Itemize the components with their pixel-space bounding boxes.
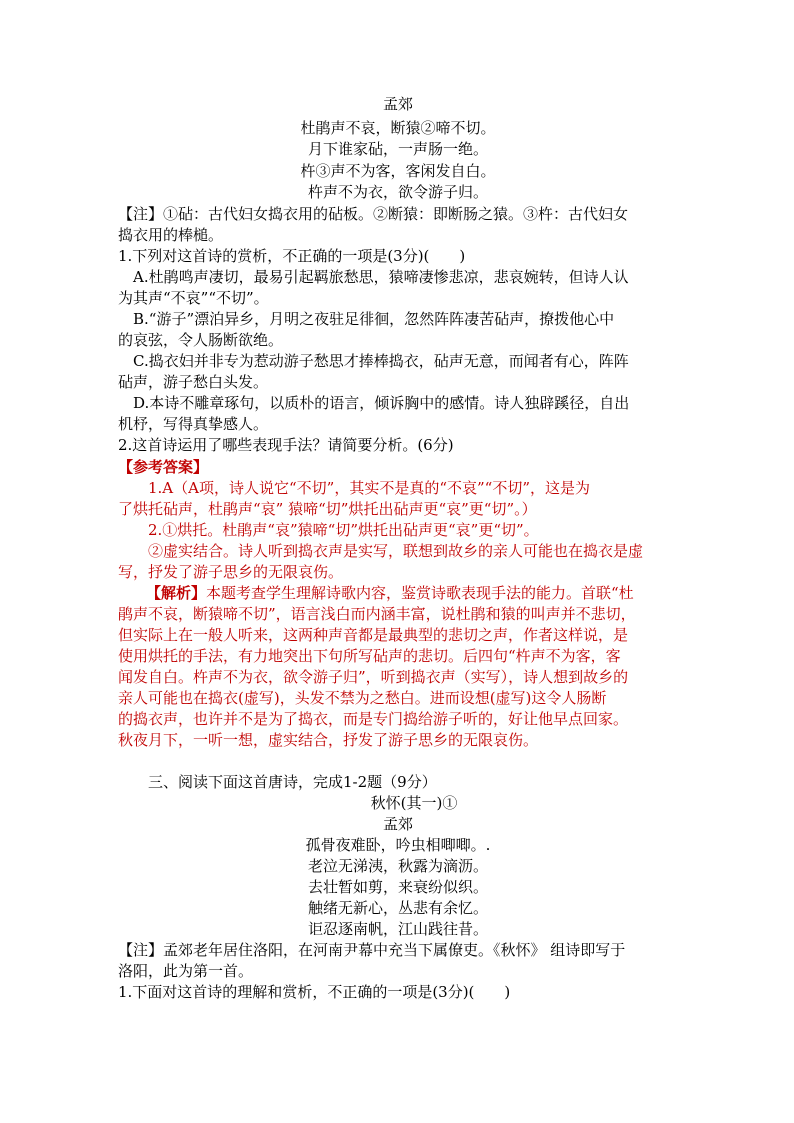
answer-line-5: 写，抒发了游子思乡的无限哀伤。	[118, 563, 344, 581]
answer-line-2: 了烘托砧声，杜鹃声“哀” 猿啼“切”烘托出砧声更“哀”更“切”。）	[118, 500, 537, 518]
q2-stem: 2.这首诗运用了哪些表现手法？请简要分析。(6分)	[118, 436, 454, 454]
q1-option-c-line-1: C.捣衣妇并非专为惹动游子愁思才捧棒捣衣，砧声无意，而闻者有心，阵阵	[118, 352, 629, 370]
section3-q1-stem: 1.下面对这首诗的理解和赏析，不正确的一项是(3分)( )	[118, 983, 511, 1001]
analysis-label: 【解析】	[146, 584, 207, 602]
analysis-line-2: 鹃声不哀，断猿啼不切”，语言浅白而内涵丰富，说杜鹃和猿的叫声并不悲切，	[118, 605, 636, 623]
analysis-line-6: 亲人可能也在捣衣(虚写)，头发不禁为之愁白。进而设想(虚写)这令人肠断	[118, 689, 607, 707]
q1-option-d-line-2: 机杼，写得真挚感人。	[118, 415, 269, 433]
answer-line-1: 1.A（A项，诗人说它“不切”，其实不是真的“不哀”“不切”，这是为	[118, 479, 590, 497]
poem1-line-3: 杵③声不为客，客闲发自白。	[300, 162, 496, 180]
poem2-note-line-2: 洛阳，此为第一首。	[118, 962, 254, 980]
poem1-line-1: 杜鹃声不哀，断猿②啼不切。	[300, 119, 496, 137]
poem2-note-line-1: 【注】孟郊老年居住洛阳，在河南尹幕中充当下属僚吏。《秋怀》 组诗即写于	[118, 941, 626, 959]
q1-option-c-line-2: 砧声，游子愁白头发。	[118, 373, 269, 391]
analysis-line-1	[146, 583, 721, 604]
poem2-author: 孟郊	[382, 815, 413, 833]
analysis-line-5: 闻发自白。杵声不为衣，欲令游子归”，听到捣衣声（实写），诗人想到故乡的	[118, 668, 629, 686]
q1-option-d-line-1: D.本诗不雕章琢句，以质朴的语言，倾诉胸中的感情。诗人独辟蹊径，自出	[118, 394, 630, 412]
analysis-line-4: 使用烘托的手法，有力地突出下句所写砧声的悲切。后四句“杵声不为客，客	[118, 647, 621, 665]
poem2-line-5: 讵忍逐南帆，江山践往昔。	[307, 920, 488, 938]
poem2-line-3: 去壮暂如剪，来衰纷似织。	[307, 878, 488, 896]
poem2-line-2: 老泣无涕洟，秋露为滴沥。	[307, 857, 488, 875]
answer-line-3: 2.①烘托。杜鹃声“哀”猿啼“切”烘托出砧声更“哀”更“切”。	[118, 521, 539, 539]
q1-option-a-line-1: A.杜鹃鸣声凄切，最易引起羁旅愁思，猿啼凄惨悲凉，悲哀婉转，但诗人认	[118, 268, 629, 286]
q1-option-b-line-1: B.“游子”漂泊异乡，月明之夜驻足徘徊，忽然阵阵凄苦砧声，撩拨他心中	[118, 310, 615, 328]
q1-option-a-line-2: 为其声“不哀”“不切”。	[118, 289, 269, 307]
poem2-line-1: 孤骨夜难卧，吟虫相唧唧。.	[305, 836, 491, 854]
section3-heading: 三、阅读下面这首唐诗，完成1-2题（9分）	[118, 773, 437, 791]
poem1-line-2: 月下谁家砧，一声肠一绝。	[307, 140, 488, 158]
answer-heading: 【参考答案】	[118, 458, 209, 476]
q1-stem: 1.下列对这首诗的赏析，不正确的一项是(3分)( )	[118, 247, 466, 265]
note1-line-1: 【注】①砧：古代妇女捣衣用的砧板。②断猿：即断肠之猿。③杵：古代妇女	[118, 205, 629, 223]
analysis-first: 本题考查学生理解诗歌内容，鉴赏诗歌表现手法的能力。首联“杜	[206, 584, 634, 602]
poem1-line-4: 杵声不为衣，欲令游子归。	[307, 183, 488, 201]
poem2-title: 秋怀(其一)①	[370, 794, 458, 812]
analysis-line-7: 的捣衣声，也许并不是为了捣衣，而是专门捣给游子听的，好让他早点回家。	[118, 710, 629, 728]
note1-line-2: 捣衣用的棒槌。	[118, 226, 224, 244]
analysis-line-8: 秋夜月下，一听一想，虚实结合，抒发了游子思乡的无限哀伤。	[118, 731, 539, 749]
poem2-line-4: 触绪无新心，丛悲有余忆。	[307, 899, 488, 917]
analysis-line-3: 但实际上在一般人听来，这两种声音都是最典型的悲切之声，作者这样说，是	[118, 626, 629, 644]
q1-option-b-line-2: 的哀弦，令人肠断欲绝。	[118, 331, 284, 349]
answer-line-4: ②虚实结合。诗人听到捣衣声是实写，联想到故乡的亲人可能也在捣衣是虚	[118, 542, 644, 560]
poem1-author: 孟郊	[382, 95, 413, 113]
